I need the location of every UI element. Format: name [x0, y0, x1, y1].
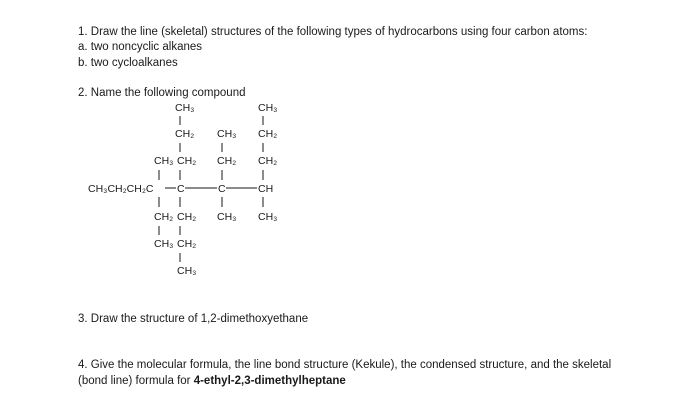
- label-ch3-r7-c1: CH₃: [177, 265, 197, 277]
- label-ch3-r5-c3: CH₃: [258, 211, 278, 223]
- question-1b-text: b. two cycloalkanes: [78, 57, 178, 69]
- question-4-compound: 4-ethyl-2,3-dimethylheptane: [193, 375, 346, 387]
- label-ch3-r6-c0: CH₃: [154, 238, 174, 250]
- label-c-a: C: [177, 183, 185, 195]
- label-ch3-r2-c2: CH₃: [217, 128, 237, 140]
- label-ch3-r5-c2: CH₃: [217, 211, 237, 223]
- label-ch2-r3-c2: CH₂: [217, 155, 237, 167]
- label-ch2-r5-c1: CH₂: [177, 211, 197, 223]
- label-ch-end: CH: [258, 183, 274, 195]
- question-3-text: 3. Draw the structure of 1,2-dimethoxyethane: [78, 313, 309, 325]
- label-main-chain-prefix: CH₃CH₂CH₂C: [88, 183, 154, 195]
- question-2-text: 2. Name the following compound: [78, 87, 246, 99]
- label-ch2-r3-c3: CH₂: [258, 155, 278, 167]
- question-1-text: 1. Draw the line (skeletal) structures of the following types of hydrocarbons using four carbon atoms:: [78, 26, 588, 38]
- label-ch3-top-right: CH₃: [258, 102, 278, 114]
- label-ch2-r6-c1: CH₂: [177, 238, 197, 250]
- label-ch2-r2-c3: CH₂: [258, 128, 278, 140]
- label-ch2-r3-c1: CH₂: [177, 155, 197, 167]
- label-ch3-r3-c0: CH₃: [154, 155, 174, 167]
- question-4-body: 4. Give the molecular formula, the line bond structure (Kekule), the condensed structure, and the skeletal (bond line) formula for: [78, 359, 612, 387]
- label-ch2-r5-c0: CH₂: [154, 211, 174, 223]
- label-ch3-top-left: CH₃: [175, 102, 195, 114]
- label-c-b: C: [218, 183, 226, 195]
- question-4-text: [78, 357, 638, 389]
- label-ch2-r2-c1: CH₂: [175, 128, 195, 140]
- question-1a-text: a. two noncyclic alkanes: [78, 41, 203, 53]
